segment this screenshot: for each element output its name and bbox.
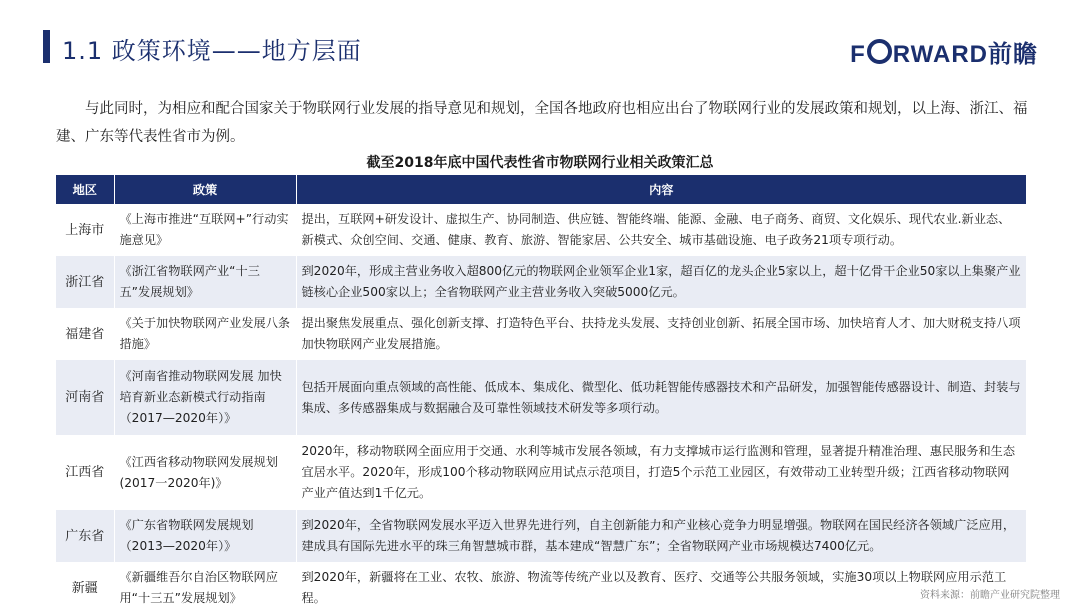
- forward-logo: [850, 34, 1038, 69]
- region-cell: 新疆: [56, 562, 114, 614]
- policy-cell: 《上海市推进“互联网+”行动实施意见》: [114, 204, 296, 256]
- logo-suffix: RWARD前瞻: [892, 41, 1038, 68]
- region-cell: 上海市: [56, 204, 114, 256]
- intro-paragraph: 与此同时，为相应和配合国家关于物联网行业发展的指导意见和规划，全国各地政府也相应出台了物联网行业的发展政策和规划，以上海、浙江、福建、广东等代表性省市为例。: [56, 101, 1028, 145]
- table-row: [56, 256, 1026, 308]
- content-cell: 到2020年，新疆将在工业、农牧、旅游、物流等传统产业以及教育、医疗、交通等公共服务领域，实施30项以上物联网应用示范工程。: [296, 562, 1026, 614]
- region-cell: 河南省: [56, 360, 114, 435]
- policy-cell: 《关于加快物联网产业发展八条措施》: [114, 308, 296, 360]
- source-note: 资料来源：前瞻产业研究院整理: [920, 590, 1060, 601]
- content-cell: 到2020年，全省物联网发展水平迈入世界先进行列，自主创新能力和产业核心竞争力明显增强。物联网在国民经济各领域广泛应用，建成具有国际先进水平的珠三角智慧城市群，基本建成“智慧广东”；全省物联网产业市场规模达7400亿元。: [296, 510, 1026, 562]
- logo-o-ring-icon: [867, 39, 892, 64]
- header-content: 内容: [296, 175, 1026, 204]
- content-cell: 到2020年，形成主营业务收入超800亿元的物联网企业领军企业1家，超百亿的龙头企业5家以上，超十亿骨干企业50家以上集聚产业链核心企业500家以上；全省物联网产业主营业务收入突破5000亿元。: [296, 256, 1026, 308]
- table-header-row: [56, 175, 1026, 204]
- content-cell: 提出，互联网+研发设计、虚拟生产、协同制造、供应链、智能终端、能源、金融、电子商务、商贸、文化娱乐、现代农业.新业态、新模式、众创空间、交通、健康、教育、旅游、智能家居、公共安全、城市基础设施、电子政务21项专项行动。: [296, 204, 1026, 256]
- table-caption: 截至2018年底中国代表性省市物联网行业相关政策汇总: [366, 155, 714, 171]
- content-cell: 提出聚焦发展重点、强化创新支撑、打造特色平台、扶持龙头发展、支持创业创新、拓展全国市场、加快培育人才、加大财税支持八项加快物联网产业发展措施。: [296, 308, 1026, 360]
- region-cell: 广东省: [56, 510, 114, 562]
- page-title: 1.1 政策环境——地方层面: [62, 37, 362, 65]
- policy-cell: 《河南省推动物联网发展 加快培育新业态新模式行动指南（2017—2020年）》: [114, 360, 296, 435]
- table-row: [56, 308, 1026, 360]
- policy-cell: 《江西省移动物联网发展规划(2017一2020年)》: [114, 435, 296, 510]
- content-cell: 包括开展面向重点领域的高性能、低成本、集成化、微型化、低功耗智能传感器技术和产品研发，加强智能传感器设计、制造、封装与集成、多传感器集成与数据融合及可靠性领域技术研发等多项行动。: [296, 360, 1026, 435]
- title-accent-bar: [43, 30, 50, 63]
- region-cell: 福建省: [56, 308, 114, 360]
- policy-table: [56, 175, 1026, 614]
- policy-cell: 《广东省物联网发展规划（2013—2020年）》: [114, 510, 296, 562]
- header-policy: 政策: [114, 175, 296, 204]
- region-cell: 江西省: [56, 435, 114, 510]
- table-row: [56, 204, 1026, 256]
- table-row: [56, 510, 1026, 562]
- policy-cell: 《新疆维吾尔自治区物联网应用“十三五”发展规划》: [114, 562, 296, 614]
- policy-cell: 《浙江省物联网产业“十三五”发展规划》: [114, 256, 296, 308]
- header-region: 地区: [56, 175, 114, 204]
- table-row: [56, 562, 1026, 614]
- logo-prefix: F: [850, 41, 866, 68]
- region-cell: 浙江省: [56, 256, 114, 308]
- table-row: [56, 435, 1026, 510]
- table-row: [56, 360, 1026, 435]
- content-cell: 2020年，移动物联网全面应用于交通、水利等城市发展各领域，有力支撑城市运行监测和管理，显著提升精准治理、惠民服务和生态宜居水平。2020年，形成100个移动物联网应用试点示范项目，打造5个示范工业园区，有效带动工业转型升级；江西省移动物联网产业产值达到1千亿元。: [296, 435, 1026, 510]
